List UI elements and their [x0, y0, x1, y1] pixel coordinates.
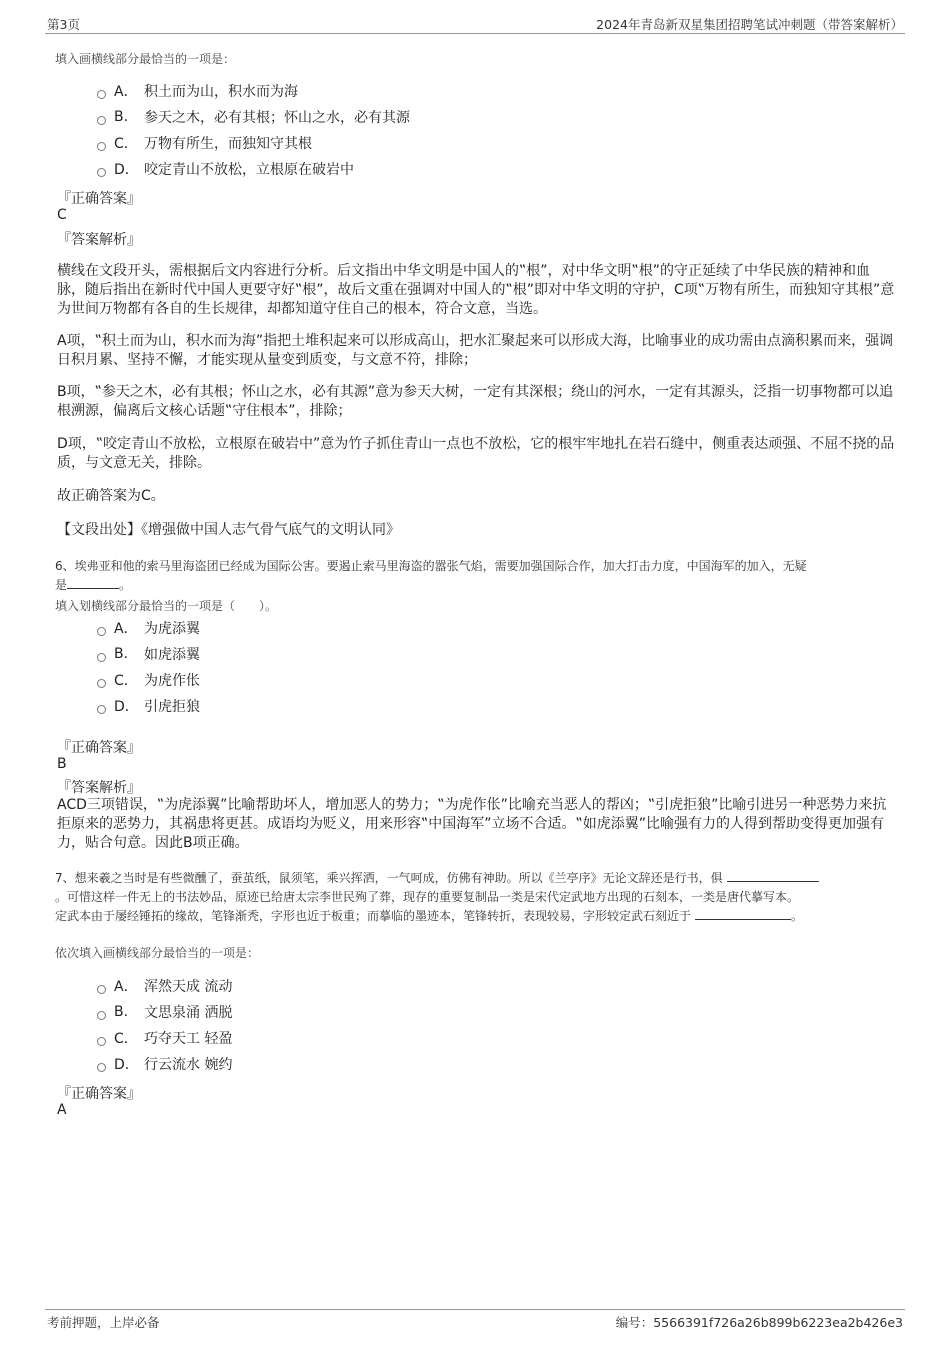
- radio-icon[interactable]: [97, 1037, 106, 1046]
- radio-icon[interactable]: [97, 985, 106, 994]
- option-text: 如虎添翼: [144, 647, 200, 663]
- document-id: 编号：5566391f726a26b899b6223ea2b426e3: [615, 1315, 903, 1330]
- q6-stem: [55, 557, 900, 595]
- q7-stem-text: 定武本由于屡经锤拓的缘故，笔锋渐秃，字形也近于板重；而摹临的墨迹本，笔锋转折，表现较易，字形较定武石刻近于: [55, 909, 692, 923]
- q7-prompt: 依次填入画横线部分最恰当的一项是：: [55, 946, 260, 960]
- q5-option-b[interactable]: [97, 107, 410, 127]
- q5-analysis-paragraph: B项，‟参天之木，必有其根；怀山之水，必有其源”意为参天大树，一定有其深根；绕山的河水，一定有其源头，泛指一切事物都可以追根溯源，偏离后文核心话题‟守住根本”，排除；: [57, 384, 894, 419]
- q5-prompt: 填入画横线部分最恰当的一项是：: [55, 52, 236, 66]
- q5-conclusion: 故正确答案为C。: [57, 488, 165, 504]
- q7-option-c[interactable]: [97, 1028, 232, 1048]
- q6-stem-end: 。: [119, 578, 132, 592]
- option-letter: B.: [114, 109, 129, 125]
- page-number: 第3页: [47, 17, 80, 32]
- option-letter: A．: [114, 979, 138, 995]
- option-text: 咬定青山不放松，立根原在破岩中: [144, 162, 354, 178]
- q6-option-b[interactable]: [97, 644, 200, 664]
- q6-analysis-label: 『答案解析』: [57, 780, 141, 796]
- q6-prompt: 填入划横线部分最恰当的一项是（ ）。: [55, 599, 278, 613]
- radio-icon[interactable]: [97, 116, 106, 125]
- blank-line: [67, 576, 119, 589]
- radio-icon[interactable]: [97, 653, 106, 662]
- q5-analysis-paragraph: D项，‟咬定青山不放松，立根原在破岩中”意为竹子抓住青山一点也不放松，它的根牢牢地扎在岩石缝中，侧重表达顽强、不屈不挠的品质，与文意无关，排除。: [57, 436, 895, 471]
- option-text: 万物有所生，而独知守其根: [144, 136, 312, 152]
- q5-answer-label: 『正确答案』: [57, 191, 141, 207]
- q7-answer-label: 『正确答案』: [57, 1086, 141, 1102]
- q5-option-a[interactable]: [97, 81, 298, 101]
- option-text: 引虎拒狼: [144, 699, 200, 715]
- option-letter: C．: [114, 673, 138, 689]
- header-rule: [45, 33, 905, 34]
- radio-icon[interactable]: [97, 1011, 106, 1020]
- q6-stem-text: 6、埃弗亚和他的索马里海盗团已经成为国际公害。要遏止索马里海盗的嚣张气焰，需要加强国际合作，加大打击力度，中国海军的加入，无疑: [55, 559, 807, 573]
- option-text: 为虎作伥: [144, 673, 200, 689]
- q7-stem-end: 。: [791, 909, 804, 923]
- radio-icon[interactable]: [97, 1063, 106, 1072]
- q7-stem-text: 7、想来羲之当时是有些微醺了，蚕茧纸，鼠须笔，乘兴挥洒，一气呵成，仿佛有神助。所以《兰亭序》无论文辞还是行书，俱: [55, 871, 723, 885]
- option-letter: D．: [114, 162, 139, 178]
- option-letter: B.: [114, 646, 129, 662]
- document-title: 2024年青岛新双星集团招聘笔试冲刺题（带答案解析）: [596, 17, 903, 32]
- option-text: 巧夺天工 轻盈: [144, 1031, 233, 1047]
- option-text: 浑然天成 流动: [144, 979, 233, 995]
- q5-option-d[interactable]: [97, 159, 354, 179]
- blank-line: [695, 907, 791, 920]
- radio-icon[interactable]: [97, 90, 106, 99]
- option-text: 参天之木，必有其根；怀山之水，必有其源: [144, 110, 410, 126]
- q6-analysis: ACD三项错误，‟为虎添翼”比喻帮助坏人，增加恶人的势力；‟为虎作伥”比喻充当恶人的帮凶；‟引虎拒狼”比喻引进另一种恶势力来抗拒原来的恶势力，其祸患将更甚。成语均为贬义，用来形容‟中国海军”立场不合适。‟如虎添翼”比喻强有力的人得到帮助变得更加强有力，贴合句意。因此B项正确。: [57, 797, 887, 851]
- q5-analysis-paragraph: 横线在文段开头，需根据后文内容进行分析。后文指出中华文明是中国人的‟根”，对中华文明‟根”的守正延续了中华民族的精神和血脉，随后指出在新时代中国人更要守好‟根”，故后文重在强调对中国人的‟根”即对中华文明的守护，C项‟万物有所生，而独知守其根”意为世间万物都有各自的生长规律，却都知道守住自己的根本，符合文意，当选。: [57, 263, 895, 317]
- option-letter: D．: [114, 1057, 139, 1073]
- q6-answer-label: 『正确答案』: [57, 740, 141, 756]
- q5-source: 【文段出处】《增强做中国人志气骨气底气的文明认同》: [57, 522, 400, 538]
- radio-icon[interactable]: [97, 142, 106, 151]
- q6-stem-text: 是: [55, 578, 68, 592]
- q7-stem-text: 。可惜这样一件无上的书法妙品，原迹已给唐太宗李世民殉了葬，现存的重要复制品一类是宋代定武地方出现的石刻本，一类是唐代摹写本。: [55, 890, 800, 904]
- option-text: 文思泉涌 洒脱: [144, 1005, 233, 1021]
- q7-answer: A: [57, 1102, 67, 1118]
- blank-line: [727, 869, 819, 882]
- option-letter: C．: [114, 136, 138, 152]
- q6-option-a[interactable]: [97, 618, 200, 638]
- q5-analysis-label: 『答案解析』: [57, 232, 141, 248]
- option-letter: C．: [114, 1031, 138, 1047]
- q6-answer: B: [57, 756, 67, 772]
- option-text: 为虎添翼: [144, 621, 200, 637]
- q7-stem: [55, 869, 900, 926]
- option-text: 行云流水 婉约: [144, 1057, 233, 1073]
- q7-option-d[interactable]: [97, 1054, 232, 1074]
- footer-slogan: 考前押题，上岸必备: [47, 1315, 160, 1330]
- option-text: 积土而为山，积水而为海: [144, 84, 298, 100]
- option-letter: A．: [114, 621, 138, 637]
- radio-icon[interactable]: [97, 627, 106, 636]
- footer-rule: [45, 1309, 905, 1310]
- option-letter: A．: [114, 84, 138, 100]
- q5-option-c[interactable]: [97, 133, 312, 153]
- radio-icon[interactable]: [97, 168, 106, 177]
- q7-option-b[interactable]: [97, 1002, 232, 1022]
- q5-analysis-paragraph: A项，‟积土而为山，积水而为海”指把土堆积起来可以形成高山，把水汇聚起来可以形成大海，比喻事业的成功需由点滴积累而来，强调日积月累、坚持不懈，才能实现从量变到质变，与文意不符，排除；: [57, 333, 894, 368]
- option-letter: B.: [114, 1004, 129, 1020]
- q7-option-a[interactable]: [97, 976, 232, 996]
- q5-answer: C: [57, 207, 67, 223]
- option-letter: D．: [114, 699, 139, 715]
- radio-icon[interactable]: [97, 705, 106, 714]
- radio-icon[interactable]: [97, 679, 106, 688]
- q6-option-c[interactable]: [97, 670, 200, 690]
- q6-option-d[interactable]: [97, 696, 200, 716]
